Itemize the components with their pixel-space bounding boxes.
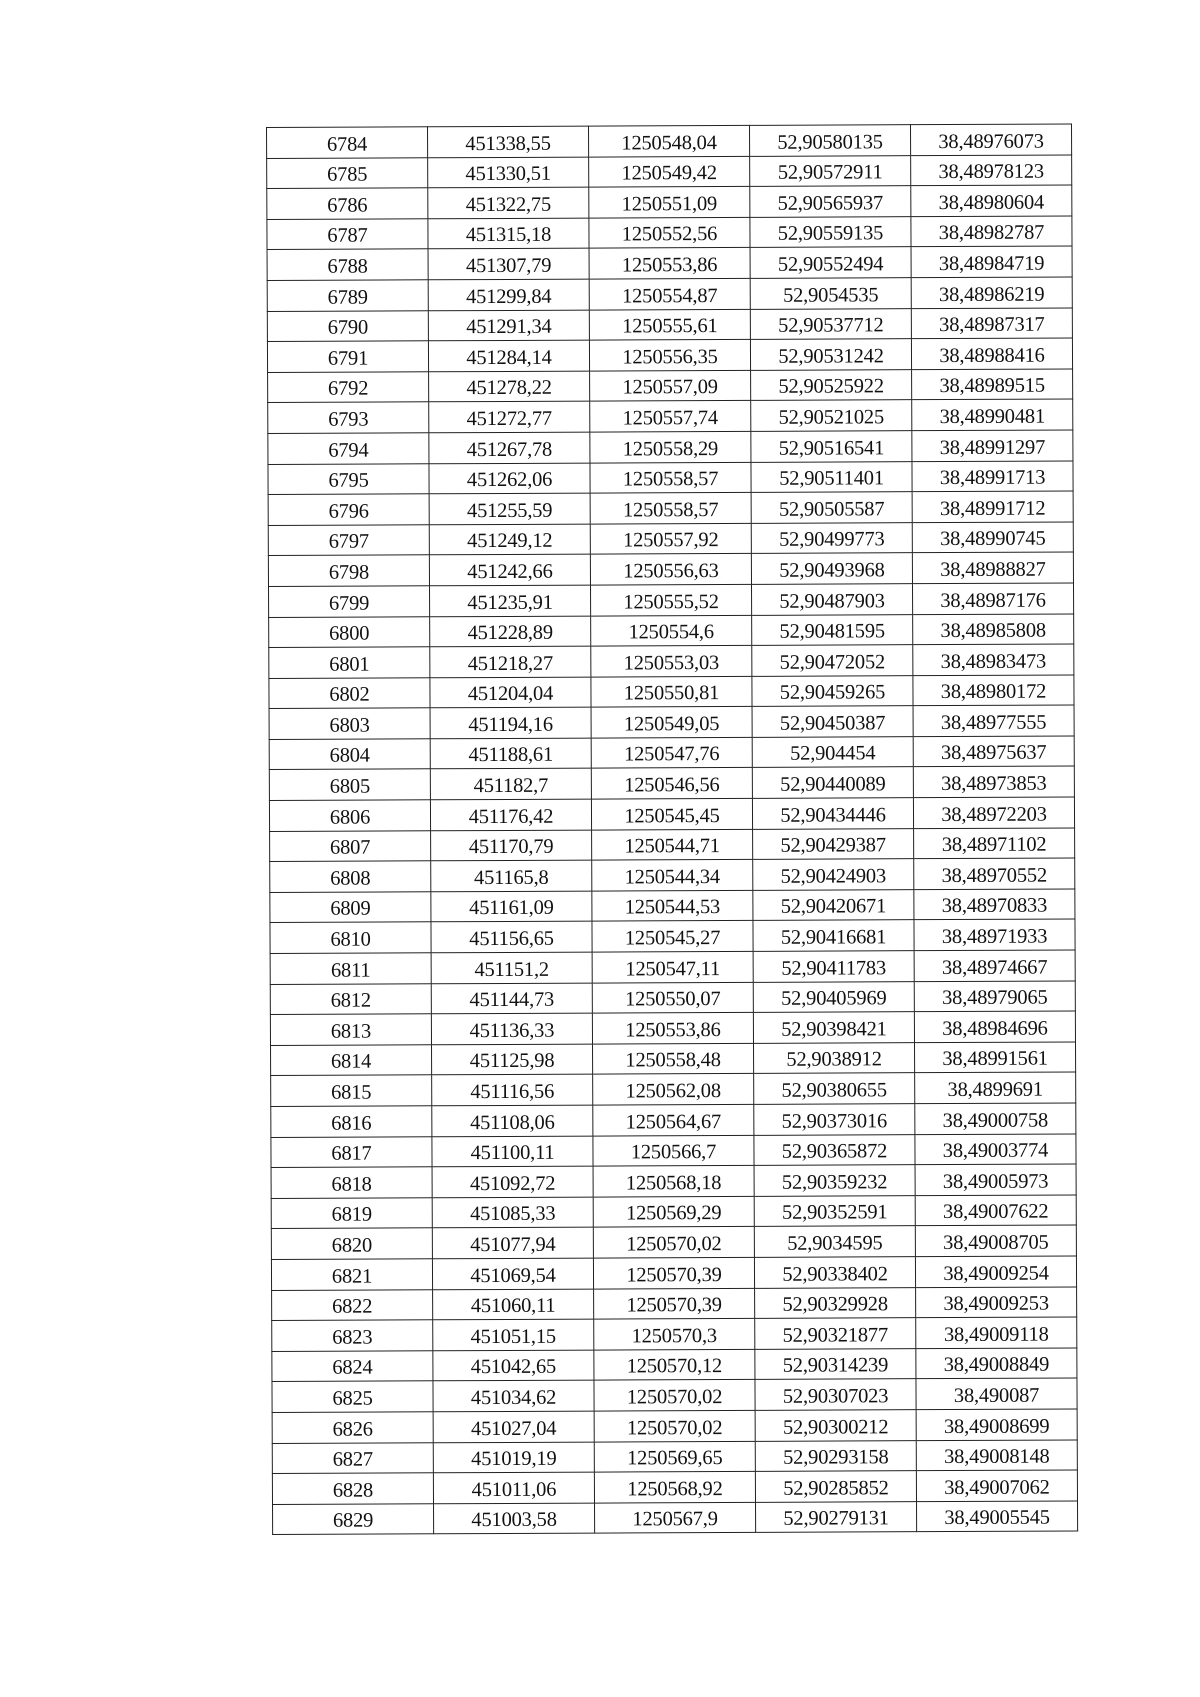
point-number-cell: 6801 [269,647,430,678]
longitude-cell: 38,48984696 [914,1011,1075,1042]
y-coordinate-cell: 1250547,11 [592,951,753,982]
longitude-cell: 38,49009253 [916,1287,1077,1318]
table-row [267,155,1072,189]
table-row [272,1440,1077,1474]
point-number-cell: 6789 [267,280,428,311]
table-row [271,1256,1076,1290]
table-row [268,461,1073,495]
point-number-cell: 6822 [272,1289,433,1320]
table-row [272,1378,1077,1412]
x-coordinate-cell: 451060,11 [433,1289,594,1320]
y-coordinate-cell: 1250558,29 [590,431,751,462]
y-coordinate-cell: 1250553,86 [589,248,750,279]
longitude-cell: 38,49009118 [916,1317,1077,1348]
x-coordinate-cell: 451092,72 [432,1166,593,1197]
longitude-cell: 38,48972203 [913,797,1074,828]
table-row [272,1348,1077,1382]
longitude-cell: 38,490087 [916,1378,1077,1409]
table-row [272,1470,1077,1504]
x-coordinate-cell: 451019,19 [433,1442,594,1473]
y-coordinate-cell: 1250557,74 [590,401,751,432]
x-coordinate-cell: 451085,33 [432,1197,593,1228]
longitude-cell: 38,48971933 [914,919,1075,950]
point-number-cell: 6791 [267,341,428,372]
table-row [270,858,1075,892]
y-coordinate-cell: 1250568,92 [594,1472,755,1503]
x-coordinate-cell: 451051,15 [433,1319,594,1350]
point-number-cell: 6814 [271,1045,432,1076]
point-number-cell: 6792 [268,372,429,403]
point-number-cell: 6790 [267,310,428,341]
latitude-cell: 52,90338402 [754,1257,915,1288]
latitude-cell: 52,90499773 [751,522,912,553]
y-coordinate-cell: 1250553,03 [591,645,752,676]
longitude-cell: 38,49005973 [915,1164,1076,1195]
point-number-cell: 6811 [270,953,431,984]
longitude-cell: 38,48987317 [911,308,1072,339]
latitude-cell: 52,90405969 [753,981,914,1012]
x-coordinate-cell: 451338,55 [428,126,589,157]
latitude-cell: 52,90505587 [751,492,912,523]
point-number-cell: 6784 [267,127,428,158]
y-coordinate-cell: 1250562,08 [593,1074,754,1105]
point-number-cell: 6821 [271,1259,432,1290]
table-row [271,1195,1076,1229]
table-row [271,1164,1076,1198]
y-coordinate-cell: 1250555,61 [589,309,750,340]
table-row [267,246,1072,280]
x-coordinate-cell: 451069,54 [432,1258,593,1289]
table-row [268,430,1073,464]
x-coordinate-cell: 451042,65 [433,1350,594,1381]
table-row [271,1103,1076,1137]
point-number-cell: 6816 [271,1106,432,1137]
x-coordinate-cell: 451284,14 [428,340,589,371]
y-coordinate-cell: 1250549,42 [589,156,750,187]
table-row [271,1134,1076,1168]
x-coordinate-cell: 451299,84 [428,279,589,310]
table-row [271,1072,1076,1106]
latitude-cell: 52,90424903 [753,859,914,890]
point-number-cell: 6788 [267,249,428,280]
y-coordinate-cell: 1250545,27 [592,921,753,952]
longitude-cell: 38,48991713 [912,461,1073,492]
longitude-cell: 38,49008849 [916,1348,1077,1379]
y-coordinate-cell: 1250570,3 [594,1319,755,1350]
y-coordinate-cell: 1250546,56 [591,768,752,799]
longitude-cell: 38,48970833 [914,889,1075,920]
longitude-cell: 38,48975637 [913,736,1074,767]
x-coordinate-cell: 451249,12 [429,524,590,555]
longitude-cell: 38,48971102 [914,828,1075,859]
longitude-cell: 38,49005545 [917,1501,1078,1532]
latitude-cell: 52,90329928 [755,1287,916,1318]
longitude-cell: 38,48984719 [911,246,1072,277]
table-row [270,889,1075,923]
y-coordinate-cell: 1250558,48 [593,1043,754,1074]
longitude-cell: 38,4899691 [915,1072,1076,1103]
table-row [272,1287,1077,1321]
x-coordinate-cell: 451255,59 [429,493,590,524]
latitude-cell: 52,90472052 [752,645,913,676]
latitude-cell: 52,90321877 [755,1318,916,1349]
longitude-cell: 38,48977555 [913,705,1074,736]
x-coordinate-cell: 451144,73 [431,983,592,1014]
x-coordinate-cell: 451034,62 [433,1380,594,1411]
longitude-cell: 38,48990745 [912,522,1073,553]
latitude-cell: 52,90411783 [753,951,914,982]
latitude-cell: 52,90300212 [755,1410,916,1441]
table-row [268,552,1073,586]
longitude-cell: 38,48989515 [912,369,1073,400]
y-coordinate-cell: 1250558,57 [590,462,751,493]
table-row [267,185,1072,219]
point-number-cell: 6786 [267,188,428,219]
point-number-cell: 6794 [268,433,429,464]
latitude-cell: 52,90481595 [752,614,913,645]
longitude-cell: 38,48991712 [912,491,1073,522]
y-coordinate-cell: 1250544,71 [592,829,753,860]
latitude-cell: 52,90416681 [753,920,914,951]
x-coordinate-cell: 451315,18 [428,218,589,249]
point-number-cell: 6808 [270,861,431,892]
x-coordinate-cell: 451176,42 [430,799,591,830]
table-row [271,1042,1076,1076]
point-number-cell: 6806 [269,800,430,831]
point-number-cell: 6803 [269,708,430,739]
table-row [271,1225,1076,1259]
y-coordinate-cell: 1250570,02 [594,1410,755,1441]
table-row [272,1409,1077,1443]
longitude-cell: 38,48970552 [914,858,1075,889]
y-coordinate-cell: 1250557,92 [590,523,751,554]
longitude-cell: 38,49008148 [916,1440,1077,1471]
x-coordinate-cell: 451011,06 [433,1472,594,1503]
table-row [268,399,1073,433]
point-number-cell: 6825 [272,1381,433,1412]
y-coordinate-cell: 1250558,57 [590,493,751,524]
latitude-cell: 52,904454 [752,737,913,768]
y-coordinate-cell: 1250570,02 [593,1227,754,1258]
y-coordinate-cell: 1250557,09 [590,370,751,401]
x-coordinate-cell: 451136,33 [431,1013,592,1044]
y-coordinate-cell: 1250549,05 [591,707,752,738]
table-row [268,491,1073,525]
latitude-cell: 52,90516541 [751,431,912,462]
longitude-cell: 38,49007622 [915,1195,1076,1226]
x-coordinate-cell: 451108,06 [432,1105,593,1136]
latitude-cell: 52,90552494 [750,247,911,278]
table-row [267,338,1072,372]
table-row [268,522,1073,556]
longitude-cell: 38,49009254 [915,1256,1076,1287]
x-coordinate-cell: 451267,78 [429,432,590,463]
table-row [273,1501,1078,1535]
point-number-cell: 6823 [272,1320,433,1351]
x-coordinate-cell: 451170,79 [431,830,592,861]
y-coordinate-cell: 1250570,02 [594,1380,755,1411]
latitude-cell: 52,90434446 [752,798,913,829]
point-number-cell: 6827 [272,1442,433,1473]
x-coordinate-cell: 451125,98 [432,1044,593,1075]
y-coordinate-cell: 1250554,87 [589,278,750,309]
x-coordinate-cell: 451307,79 [428,248,589,279]
x-coordinate-cell: 451188,61 [430,738,591,769]
latitude-cell: 52,90440089 [752,767,913,798]
latitude-cell: 52,90580135 [749,125,910,156]
point-number-cell: 6787 [267,219,428,250]
table-row [267,308,1072,342]
point-number-cell: 6793 [268,402,429,433]
coordinates-table-body [267,124,1078,1535]
point-number-cell: 6809 [270,892,431,923]
x-coordinate-cell: 451116,56 [432,1074,593,1105]
latitude-cell: 52,90352591 [754,1195,915,1226]
point-number-cell: 6799 [269,586,430,617]
longitude-cell: 38,48988827 [912,552,1073,583]
point-number-cell: 6805 [269,769,430,800]
point-number-cell: 6820 [271,1228,432,1259]
latitude-cell: 52,90429387 [753,828,914,859]
point-number-cell: 6797 [268,525,429,556]
point-number-cell: 6812 [270,983,431,1014]
table-row [270,828,1075,862]
latitude-cell: 52,90559135 [750,216,911,247]
point-number-cell: 6798 [268,555,429,586]
y-coordinate-cell: 1250548,04 [588,125,749,156]
latitude-cell: 52,90307023 [755,1379,916,1410]
latitude-cell: 52,90398421 [753,1012,914,1043]
longitude-cell: 38,48983473 [913,644,1074,675]
y-coordinate-cell: 1250551,09 [589,187,750,218]
coordinates-table [266,123,1078,1535]
latitude-cell: 52,90314239 [755,1348,916,1379]
longitude-cell: 38,49007062 [916,1470,1077,1501]
point-number-cell: 6817 [271,1136,432,1167]
point-number-cell: 6800 [269,616,430,647]
longitude-cell: 38,48980604 [911,185,1072,216]
x-coordinate-cell: 451228,89 [430,616,591,647]
x-coordinate-cell: 451100,11 [432,1136,593,1167]
longitude-cell: 38,49000758 [915,1103,1076,1134]
table-row [269,675,1074,709]
latitude-cell: 52,90373016 [754,1104,915,1135]
longitude-cell: 38,48987176 [912,583,1073,614]
table-row [267,216,1072,250]
point-number-cell: 6810 [270,922,431,953]
x-coordinate-cell: 451077,94 [432,1227,593,1258]
point-number-cell: 6828 [272,1473,433,1504]
x-coordinate-cell: 451242,66 [429,554,590,585]
y-coordinate-cell: 1250568,18 [593,1166,754,1197]
y-coordinate-cell: 1250569,65 [594,1441,755,1472]
point-number-cell: 6807 [270,830,431,861]
x-coordinate-cell: 451003,58 [434,1503,595,1534]
table-row [269,797,1074,831]
x-coordinate-cell: 451291,34 [428,310,589,341]
longitude-cell: 38,48976073 [910,124,1071,155]
longitude-cell: 38,48979065 [914,981,1075,1012]
x-coordinate-cell: 451330,51 [428,157,589,188]
point-number-cell: 6829 [273,1504,434,1535]
y-coordinate-cell: 1250566,7 [593,1135,754,1166]
y-coordinate-cell: 1250556,35 [589,340,750,371]
latitude-cell: 52,90359232 [754,1165,915,1196]
point-number-cell: 6824 [272,1351,433,1382]
table-row [267,124,1072,158]
x-coordinate-cell: 451322,75 [428,187,589,218]
longitude-cell: 38,48991561 [915,1042,1076,1073]
longitude-cell: 38,48986219 [911,277,1072,308]
y-coordinate-cell: 1250547,76 [591,737,752,768]
point-number-cell: 6795 [268,463,429,494]
longitude-cell: 38,48985808 [913,613,1074,644]
table-row [270,950,1075,984]
table-row [269,583,1074,617]
table-row [269,766,1074,800]
longitude-cell: 38,48980172 [913,675,1074,706]
y-coordinate-cell: 1250552,56 [589,217,750,248]
x-coordinate-cell: 451278,22 [429,371,590,402]
latitude-cell: 52,90487903 [751,584,912,615]
table-row [268,369,1073,403]
latitude-cell: 52,90380655 [754,1073,915,1104]
latitude-cell: 52,90537712 [750,308,911,339]
latitude-cell: 52,90572911 [750,155,911,186]
latitude-cell: 52,90293158 [755,1440,916,1471]
y-coordinate-cell: 1250544,34 [592,860,753,891]
table-row [267,277,1072,311]
y-coordinate-cell: 1250570,12 [594,1349,755,1380]
y-coordinate-cell: 1250564,67 [593,1104,754,1135]
y-coordinate-cell: 1250570,39 [594,1288,755,1319]
latitude-cell: 52,90521025 [751,400,912,431]
longitude-cell: 38,48974667 [914,950,1075,981]
y-coordinate-cell: 1250555,52 [591,584,752,615]
table-row [269,736,1074,770]
y-coordinate-cell: 1250556,63 [590,554,751,585]
point-number-cell: 6802 [269,677,430,708]
x-coordinate-cell: 451151,2 [431,952,592,983]
point-number-cell: 6826 [272,1412,433,1443]
x-coordinate-cell: 451165,8 [431,860,592,891]
x-coordinate-cell: 451156,65 [431,922,592,953]
y-coordinate-cell: 1250550,07 [592,982,753,1013]
latitude-cell: 52,90493968 [751,553,912,584]
point-number-cell: 6818 [271,1167,432,1198]
latitude-cell: 52,90285852 [755,1471,916,1502]
longitude-cell: 38,49008705 [915,1225,1076,1256]
point-number-cell: 6796 [268,494,429,525]
table-row [272,1317,1077,1351]
x-coordinate-cell: 451262,06 [429,463,590,494]
table-row [270,981,1075,1015]
latitude-cell: 52,90420671 [753,890,914,921]
x-coordinate-cell: 451235,91 [430,585,591,616]
y-coordinate-cell: 1250570,39 [593,1257,754,1288]
x-coordinate-cell: 451161,09 [431,891,592,922]
table-row [269,644,1074,678]
point-number-cell: 6819 [271,1198,432,1229]
latitude-cell: 52,90365872 [754,1134,915,1165]
table-row [269,705,1074,739]
point-number-cell: 6815 [271,1075,432,1106]
latitude-cell: 52,90450387 [752,706,913,737]
point-number-cell: 6785 [267,157,428,188]
y-coordinate-cell: 1250550,81 [591,676,752,707]
y-coordinate-cell: 1250569,29 [593,1196,754,1227]
y-coordinate-cell: 1250567,9 [595,1502,756,1533]
latitude-cell: 52,90511401 [751,461,912,492]
longitude-cell: 38,49003774 [915,1134,1076,1165]
x-coordinate-cell: 451027,04 [433,1411,594,1442]
x-coordinate-cell: 451182,7 [430,769,591,800]
longitude-cell: 38,48988416 [911,338,1072,369]
longitude-cell: 38,48991297 [912,430,1073,461]
y-coordinate-cell: 1250544,53 [592,890,753,921]
latitude-cell: 52,9038912 [754,1042,915,1073]
latitude-cell: 52,90279131 [756,1501,917,1532]
point-number-cell: 6813 [270,1014,431,1045]
latitude-cell: 52,9054535 [750,278,911,309]
table-row [270,919,1075,953]
x-coordinate-cell: 451194,16 [430,707,591,738]
latitude-cell: 52,90531242 [750,339,911,370]
y-coordinate-cell: 1250553,86 [592,1013,753,1044]
y-coordinate-cell: 1250545,45 [591,798,752,829]
table-row [269,613,1074,647]
longitude-cell: 38,48973853 [913,766,1074,797]
latitude-cell: 52,90459265 [752,675,913,706]
table-row [270,1011,1075,1045]
latitude-cell: 52,9034595 [754,1226,915,1257]
x-coordinate-cell: 451218,27 [430,646,591,677]
point-number-cell: 6804 [269,739,430,770]
x-coordinate-cell: 451204,04 [430,677,591,708]
longitude-cell: 38,48990481 [912,399,1073,430]
latitude-cell: 52,90565937 [750,186,911,217]
longitude-cell: 38,48982787 [911,216,1072,247]
y-coordinate-cell: 1250554,6 [591,615,752,646]
longitude-cell: 38,48978123 [911,155,1072,186]
latitude-cell: 52,90525922 [751,369,912,400]
x-coordinate-cell: 451272,77 [429,401,590,432]
longitude-cell: 38,49008699 [916,1409,1077,1440]
